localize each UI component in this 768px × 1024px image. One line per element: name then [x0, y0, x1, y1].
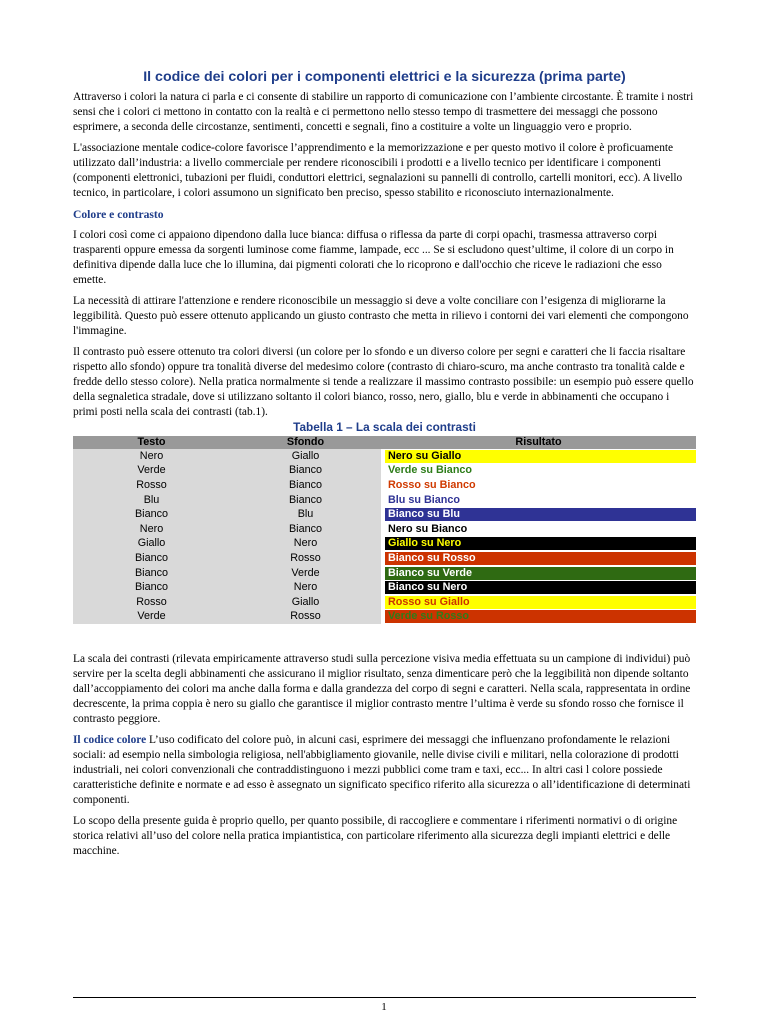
- cell-testo: Rosso: [73, 595, 230, 610]
- color-swatch: Bianco su Blu: [385, 508, 696, 521]
- header-risultato: Risultato: [381, 436, 696, 449]
- spacer: [73, 624, 696, 652]
- cell-testo: Bianco: [73, 551, 230, 566]
- table-row: [73, 522, 696, 537]
- cell-risultato: [381, 580, 696, 595]
- cell-sfondo: Bianco: [230, 522, 381, 537]
- cell-testo: Bianco: [73, 580, 230, 595]
- header-sfondo: Sfondo: [230, 436, 381, 449]
- color-swatch: Rosso su Giallo: [385, 596, 696, 609]
- cell-testo: Nero: [73, 449, 230, 464]
- cell-risultato: [381, 610, 696, 625]
- intro-paragraph-1: Attraverso i colori la natura ci parla e ci consente di stabilire un rapporto di comunicazione con l’ambiente circostante. È tramite i nostri sensi che i colori ci mettono in contatto con la realtà e ci permettono nello stesso tempo di trasmettere dei messaggi che possono esprimere, a seconda delle circostanze, sentimenti, concetti e segnali, fino a costituire a volte un linguaggio vero e proprio.: [73, 91, 694, 133]
- cell-sfondo: Nero: [230, 580, 381, 595]
- cell-risultato: [381, 449, 696, 464]
- document-page: [73, 66, 696, 865]
- section1-paragraph-1: I colori così come ci appaiono dipendono dalla luce bianca: diffusa o riflessa da parte di corpi opachi, trasmessa attraverso corpi trasparenti oppure emessa da sorgenti luminose come fiamme, lampade, ecc ... Se si escludono quest’ultime, il colore di un corpo in definitiva dipende dalla luce che lo illumina, dai pigmenti colorati che lo ricoprono e dall'occhio che riceve le radiazioni che esso emette.: [73, 229, 674, 286]
- section2-text: L’uso codificato del colore può, in alcuni casi, esprimere dei messaggi che influenzano profondamente le relazioni sociali: ad esempio nella simbologia religiosa, nell'abbigliamento giovanile, nelle divise civili e militari, nella colorazione di prodotti industriali, nei colori convenzionali che contraddistinguono i mezzi pubblici come tram e taxi, ecc... In altri casi l colore possiede caratteristiche definite e normate e ad esso è assegnato un significato specifico riferito alla sicurezza o all’identificazione di determinati componenti.: [73, 734, 691, 807]
- cell-sfondo: Nero: [230, 537, 381, 552]
- section-heading-colore-contrasto: Colore e contrasto: [73, 208, 164, 221]
- table-caption: Tabella 1 – La scala dei contrasti: [293, 420, 476, 434]
- table-row: [73, 610, 696, 625]
- color-swatch: Bianco su Rosso: [385, 552, 696, 565]
- table-row: [73, 507, 696, 522]
- cell-sfondo: Rosso: [230, 610, 381, 625]
- table-row: [73, 537, 696, 552]
- cell-risultato: [381, 493, 696, 508]
- table-row: [73, 449, 696, 464]
- page-number: 1: [381, 1001, 387, 1013]
- cell-risultato: [381, 464, 696, 479]
- cell-sfondo: Rosso: [230, 551, 381, 566]
- cell-risultato: [381, 566, 696, 581]
- header-testo: Testo: [73, 436, 230, 449]
- color-swatch: Verde su Rosso: [385, 610, 696, 623]
- cell-risultato: [381, 595, 696, 610]
- cell-risultato: [381, 551, 696, 566]
- footer-divider: [73, 997, 696, 998]
- cell-testo: Blu: [73, 493, 230, 508]
- document-title: Il codice dei colori per i componenti elettrici e la sicurezza (prima parte): [143, 69, 626, 85]
- intro-paragraph-2: L'associazione mentale codice-colore favorisce l’apprendimento e la memorizzazione e per questo motivo il colore è proficuamente utilizzato dall’industria: a livello commerciale per rendere riconoscibili i prodotti e a livello tecnico per identificare i componenti (componenti elettronici, tubazioni per fluidi, conduttori elettrici, segnalazioni su pannelli di controllo, cartelli monitori, ecc). A livello tecnico, in particolare, i colori assumono un significato ben preciso, spesso stabilito e riconosciuto internazionalmente.: [73, 142, 683, 199]
- cell-testo: Bianco: [73, 566, 230, 581]
- cell-testo: Nero: [73, 522, 230, 537]
- color-swatch: Rosso su Bianco: [385, 479, 696, 492]
- cell-testo: Giallo: [73, 537, 230, 552]
- section1-paragraph-2: La necessità di attirare l'attenzione e rendere riconoscibile un messaggio si deve a volte conciliare con l’esigenza di migliorarne la leggibilità. Questo può essere ottenuto applicando un giusto contrasto che metta in rilievo i contorni dei vari elementi che compongono l'immagine.: [73, 295, 689, 337]
- table-row: [73, 595, 696, 610]
- color-swatch: Verde su Bianco: [385, 464, 696, 477]
- cell-risultato: [381, 522, 696, 537]
- table-row: [73, 464, 696, 479]
- color-swatch: Bianco su Verde: [385, 567, 696, 580]
- cell-testo: Verde: [73, 464, 230, 479]
- contrast-table: [73, 436, 696, 624]
- table-row: [73, 551, 696, 566]
- cell-sfondo: Bianco: [230, 493, 381, 508]
- cell-testo: Rosso: [73, 478, 230, 493]
- table-row: [73, 478, 696, 493]
- closing-paragraph: Lo scopo della presente guida è proprio quello, per quanto possibile, di raccogliere e commentare i riferimenti normativi o di origine storica relativi all’uso del colore nella pratica impiantistica, con particolare riferimento alla sicurezza degli impianti elettrici e delle macchine.: [73, 815, 678, 858]
- section-heading-codice-colore: Il codice colore: [73, 734, 147, 747]
- table-body: [73, 449, 696, 624]
- cell-risultato: [381, 537, 696, 552]
- cell-testo: Verde: [73, 610, 230, 625]
- cell-sfondo: Bianco: [230, 478, 381, 493]
- cell-risultato: [381, 478, 696, 493]
- section2-paragraph: [73, 733, 696, 808]
- color-swatch: Nero su Bianco: [385, 523, 696, 536]
- cell-sfondo: Bianco: [230, 464, 381, 479]
- section1-paragraph-3: Il contrasto può essere ottenuto tra colori diversi (un colore per lo sfondo e un diverso colore per segni e caratteri che li faccia risaltare rispetto allo sfondo) oppure tra tonalità diverse del medesimo colore (contrasto di chiaro-scuro, ma anche contrasto tra tonalità calde e fredde dello stesso colore). Nella pratica normalmente si tende a realizzare il massimo contrasto possibile: un esempio può essere quello della segnaletica stradale, dove si utilizzano soltanto il colori bianco, rosso, nero, giallo, blu e verde in abbinamenti che occupano i primi posti nella scala dei contrasti (tab.1).: [73, 346, 694, 418]
- table-row: [73, 580, 696, 595]
- cell-risultato: [381, 507, 696, 522]
- cell-sfondo: Verde: [230, 566, 381, 581]
- color-swatch: Nero su Giallo: [385, 450, 696, 463]
- after-table-paragraph: La scala dei contrasti (rilevata empiricamente attraverso studi sulla percezione visiva media effettuata su un campione di individui) può servire per la scelta degli abbinamenti che assicurano il miglior risultato, senza dimenticare però che la leggibilità non dipende soltanto dall’accoppiamento dei colori ma anche dalla forma e dalla grandezza del corpo di segni e caratteri. Nella scala, rappresentata in ordine decrescente, la prima coppia è nero su giallo che garantisce il miglior contrasto mentre l’ultima è verde su sfondo rosso che fornisce il contrasto peggiore.: [73, 653, 691, 726]
- cell-testo: Bianco: [73, 507, 230, 522]
- cell-sfondo: Giallo: [230, 595, 381, 610]
- color-swatch: Giallo su Nero: [385, 537, 696, 550]
- table-row: [73, 493, 696, 508]
- color-swatch: Bianco su Nero: [385, 581, 696, 594]
- color-swatch: Blu su Bianco: [385, 494, 696, 507]
- cell-sfondo: Giallo: [230, 449, 381, 464]
- cell-sfondo: Blu: [230, 507, 381, 522]
- table-row: [73, 566, 696, 581]
- table-header-row: [73, 436, 696, 449]
